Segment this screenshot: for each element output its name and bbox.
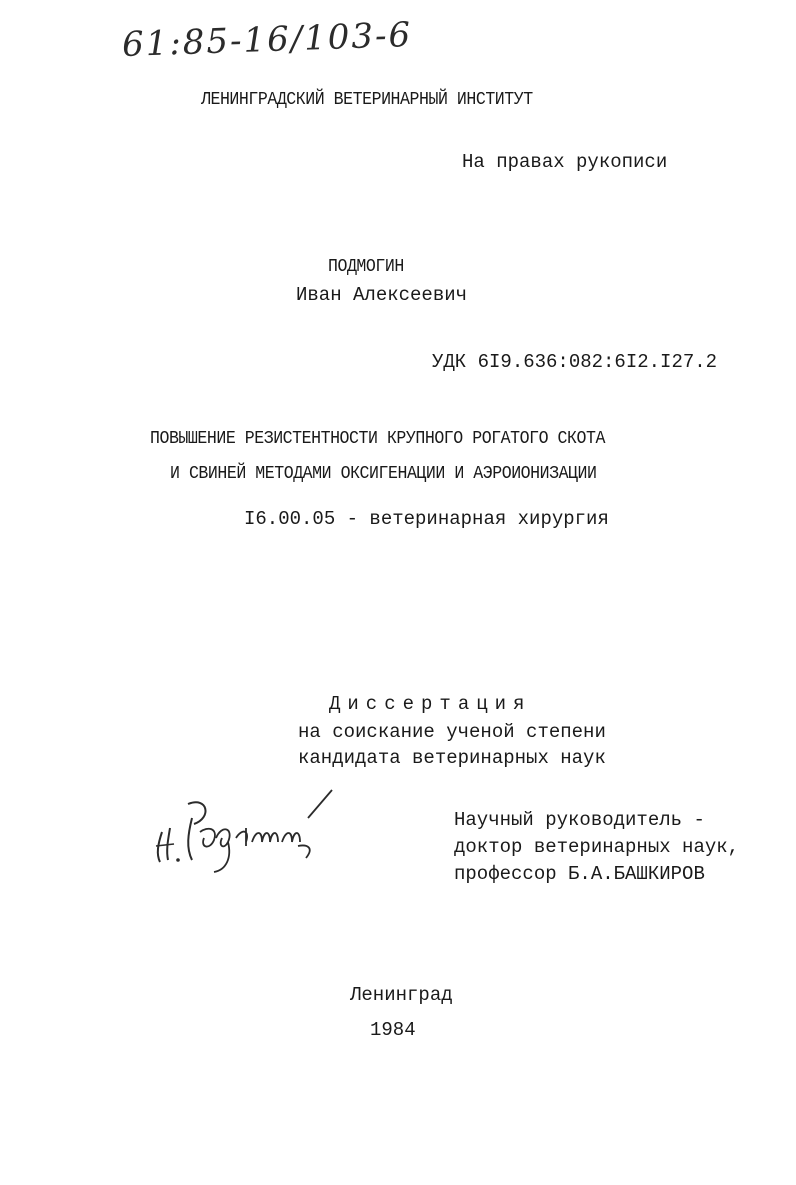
year: 1984 <box>370 1019 416 1041</box>
specialty-code: I6.00.05 - ветеринарная хирургия <box>244 508 609 530</box>
work-type-line-3: кандидата ветеринарных наук <box>298 747 606 769</box>
author-surname: ПОДМОГИН <box>328 257 404 277</box>
supervisor-line-3: профессор Б.А.БАШКИРОВ <box>454 863 705 885</box>
udc-code: УДК 6I9.636:082:6I2.I27.2 <box>432 351 718 373</box>
archive-code-handwritten: 61:85-16/103-6 <box>121 14 413 66</box>
author-given-names: Иван Алексеевич <box>296 284 468 306</box>
thesis-title-line-1: ПОВЫШЕНИЕ РЕЗИСТЕНТНОСТИ КРУПНОГО РОГАТОГО СКОТА <box>150 429 605 449</box>
supervisor-line-1: Научный руководитель - <box>454 809 705 831</box>
work-type-heading: Диссертация <box>329 693 532 715</box>
city: Ленинград <box>350 984 453 1006</box>
thesis-title-line-2: И СВИНЕЙ МЕТОДАМИ ОКСИГЕНАЦИИ И АЭРОИОНИЗАЦИИ <box>170 464 597 484</box>
supervisor-line-2: доктор ветеринарных наук, <box>454 836 740 858</box>
work-type-line-2: на соискание ученой степени <box>298 721 606 743</box>
rights-note: На правах рукописи <box>462 151 668 173</box>
institute-name: ЛЕНИНГРАДСКИЙ ВЕТЕРИНАРНЫЙ ИНСТИТУТ <box>201 90 533 110</box>
author-signature <box>148 788 348 878</box>
